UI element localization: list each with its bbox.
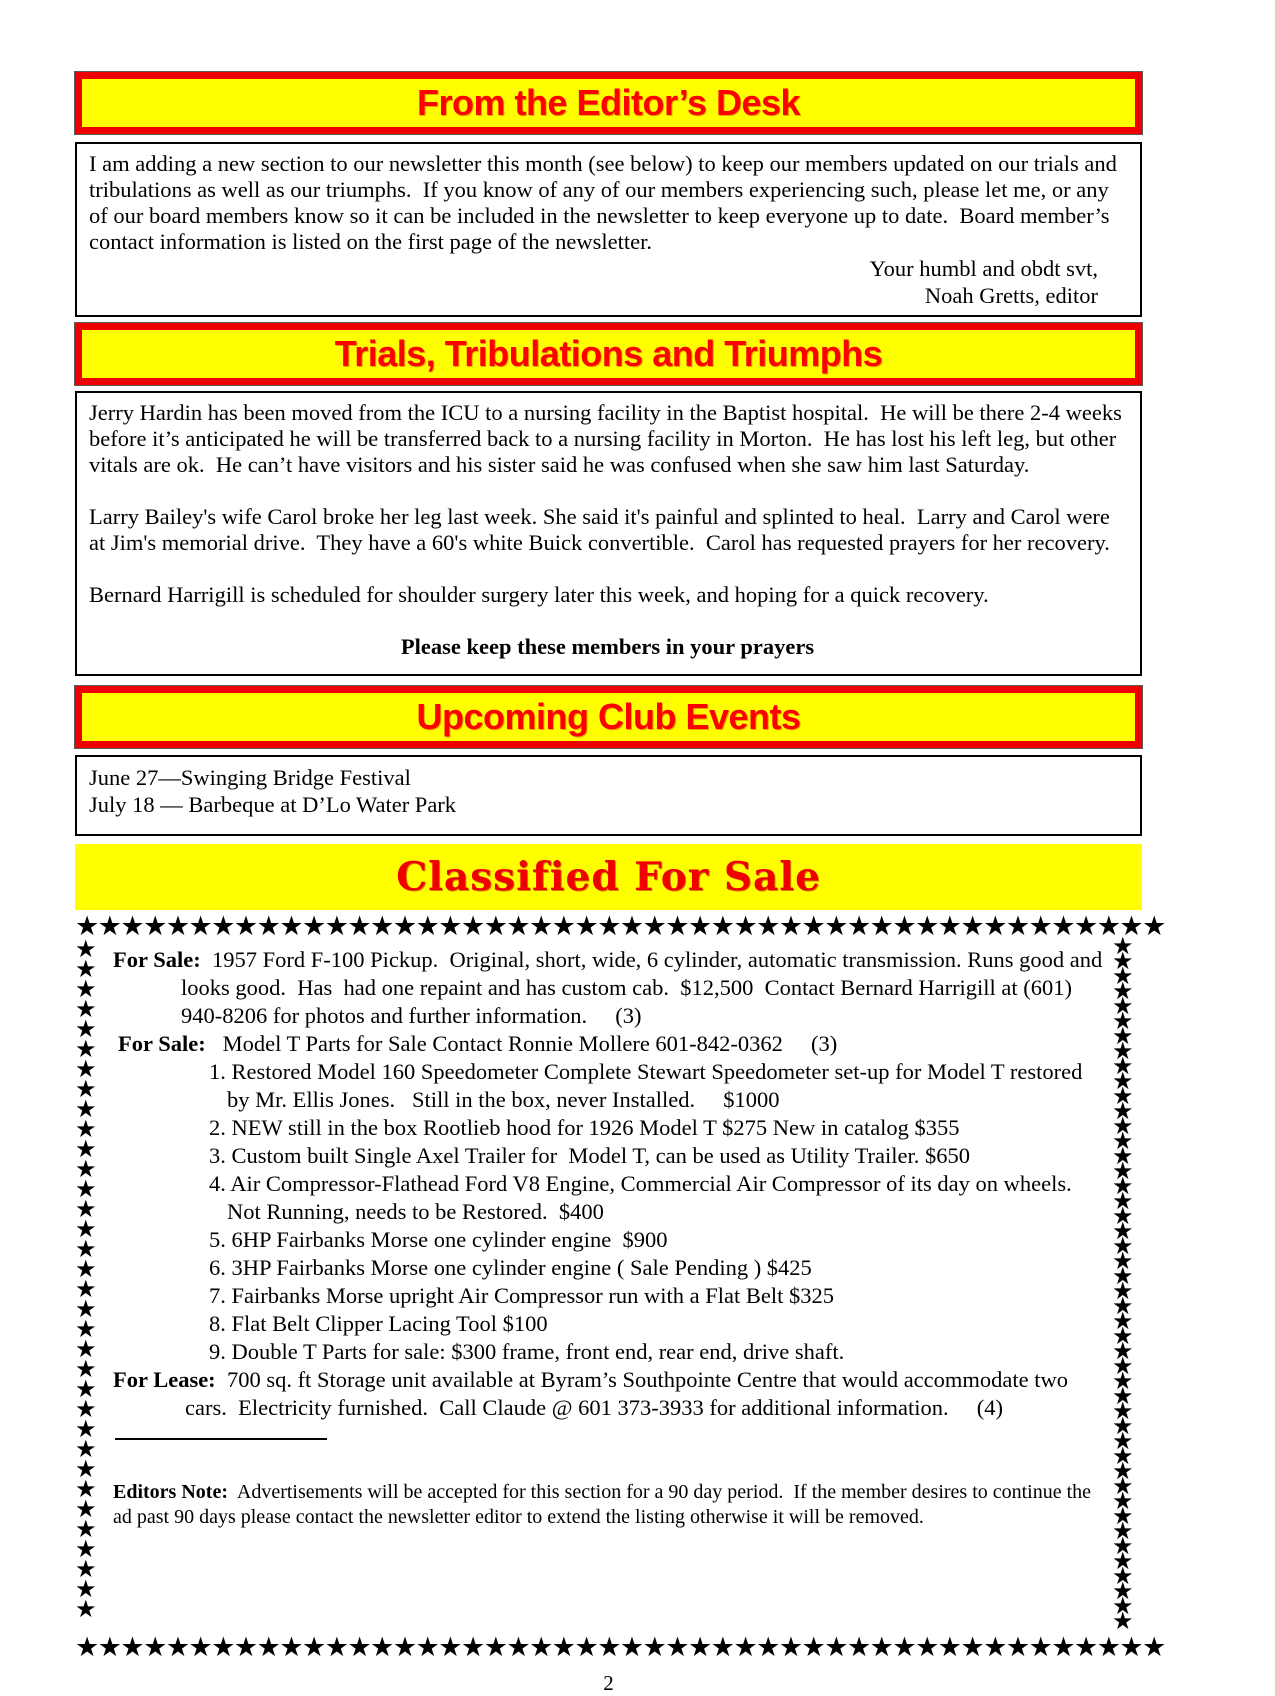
editor-section-title: From the Editor’s Desk <box>416 82 801 123</box>
editor-section-header <box>75 72 1142 134</box>
star-border-top-icon: ★★★★★★★★★★★★★★★★★★★★★★★★★★★★★★★★★★★★★★★★★★★★★★★★ <box>75 911 1165 941</box>
events-section-box <box>75 755 1142 836</box>
parts-list-item-4: 4. Air Compressor-Flathead Ford V8 Engine, Commercial Air Compressor of its day on wheels. Not Running, needs to be Restored. $400 <box>209 1171 1084 1224</box>
trials-section-header <box>75 323 1142 385</box>
for-lease-text: 700 sq. ft Storage unit available at Byram’s Southpointe Centre that would accommodate two cars. Electricity furnished. Call Claude @ 601 373-3933 for additional information. (4) <box>185 1367 1074 1420</box>
blank-signature-rule <box>115 1438 327 1440</box>
classified-content <box>105 940 1112 1630</box>
trials-section-title: Trials, Tribulations and Triumphs <box>334 333 883 374</box>
trials-paragraph-jerry: Jerry Hardin has been moved from the ICU to a nursing facility in the Baptist hospital. He will be there 2-4 weeks before it’s anticipated he will be transferred back to a nursing facility in Morton. He has lost his left leg, but other vitals are ok. He can’t have visitors and his sister said he was confused when she saw him last Saturday. <box>89 400 1128 477</box>
parts-list-item-8: 8. Flat Belt Clipper Lacing Tool $100 <box>209 1311 548 1336</box>
editor-section-box <box>75 142 1142 317</box>
star-border-left-icon: ★★★★★★★★★★★★★★★★★★★★★★★★★★★★★★★★★★ <box>75 937 97 1623</box>
events-section-header <box>75 686 1142 748</box>
classified-listing-model-t-parts <box>118 1030 1106 1058</box>
classified-listing-for-lease <box>113 1366 1106 1422</box>
parts-list-item-7: 7. Fairbanks Morse upright Air Compressor run with a Flat Belt $325 <box>209 1283 834 1308</box>
star-border-right-icon: ★★★★★★★★★★★★★★★★★★★★★★★★★★★★★★★★★★★★★★★★★★★★★★ <box>1112 934 1134 1635</box>
classified-listing-ford-pickup <box>113 946 1106 1030</box>
editor-signature <box>89 255 1126 309</box>
editors-note-text: Advertisements will be accepted for this section for a 90 day period. If the member desires to continue the ad past 90 days please contact the newsletter editor to extend the listing otherwise it will be removed. <box>113 1481 1097 1528</box>
event-item-june: June 27—Swinging Bridge Festival <box>89 765 411 790</box>
prayers-note: Please keep these members in your prayers <box>400 634 815 659</box>
classified-section-header <box>75 844 1142 910</box>
events-section-title: Upcoming Club Events <box>416 696 801 737</box>
parts-list-item-3: 3. Custom built Single Axel Trailer for Model T, can be used as Utility Trailer. $650 <box>209 1143 971 1168</box>
signature-line-2: Noah Gretts, editor <box>924 283 1098 308</box>
for-sale-text: 1957 Ford F-100 Pickup. Original, short, wide, 6 cylinder, automatic transmission. Runs good and looks good. Has had one repaint and has custom cab. $12,500 Contact Bernard Harrigill at (601) 940-8206 for photos and further information. (3) <box>181 947 1108 1028</box>
parts-list-item-2: 2. NEW still in the box Rootlieb hood for 1926 Model T $275 New in catalog $355 <box>209 1115 960 1140</box>
for-sale-label: For Sale: <box>113 947 201 972</box>
editor-body-text: I am adding a new section to our newsletter this month (see below) to keep our members updated on our trials and tribulations as well as our triumphs. If you know of any of our members experiencing such, please let me, or any of our board members know so it can be included in the newsletter to keep everyone up to date. Board member’s contact information is listed on the first page of the newsletter. <box>89 151 1123 254</box>
parts-list-item-9: 9. Double T Parts for sale: $300 frame, front end, rear end, drive shaft. <box>209 1339 845 1364</box>
trials-paragraph-bernard: Bernard Harrigill is scheduled for shoulder surgery later this week, and hoping for a quick recovery. <box>89 582 989 607</box>
for-sale-label: For Sale: <box>118 1031 206 1056</box>
trials-section-box <box>75 391 1142 676</box>
page-number: 2 <box>603 1671 614 1695</box>
parts-list-item-1: 1. Restored Model 160 Speedometer Complete Stewart Speedometer set-up for Model T restored by Mr. Ellis Jones. Still in the box, never Installed. $1000 <box>209 1059 1088 1112</box>
model-t-parts-list <box>113 1058 1106 1366</box>
trials-paragraph-larry: Larry Bailey's wife Carol broke her leg last week. She said it's painful and splinted to heal. Larry and Carol were at Jim's memorial drive. They have a 60's white Buick convertible. Carol has requested prayers for her recovery. <box>89 504 1116 555</box>
classified-section-title: Classified For Sale <box>396 854 821 900</box>
for-lease-label: For Lease: <box>113 1367 216 1392</box>
classified-section-box <box>75 911 1165 1662</box>
parts-list-item-6: 6. 3HP Fairbanks Morse one cylinder engine ( Sale Pending ) $425 <box>209 1255 812 1280</box>
signature-line-1: Your humbl and obdt svt, <box>869 256 1098 281</box>
event-item-july: July 18 — Barbeque at D’Lo Water Park <box>89 792 457 817</box>
star-border-bottom-icon: ★★★★★★★★★★★★★★★★★★★★★★★★★★★★★★★★★★★★★★★★★★★★★★★★ <box>75 1632 1165 1662</box>
editors-note <box>113 1480 1106 1529</box>
editors-note-label: Editors Note: <box>113 1481 228 1503</box>
for-sale-text: Model T Parts for Sale Contact Ronnie Mollere 601-842-0362 (3) <box>205 1031 838 1056</box>
parts-list-item-5: 5. 6HP Fairbanks Morse one cylinder engine $900 <box>209 1227 668 1252</box>
